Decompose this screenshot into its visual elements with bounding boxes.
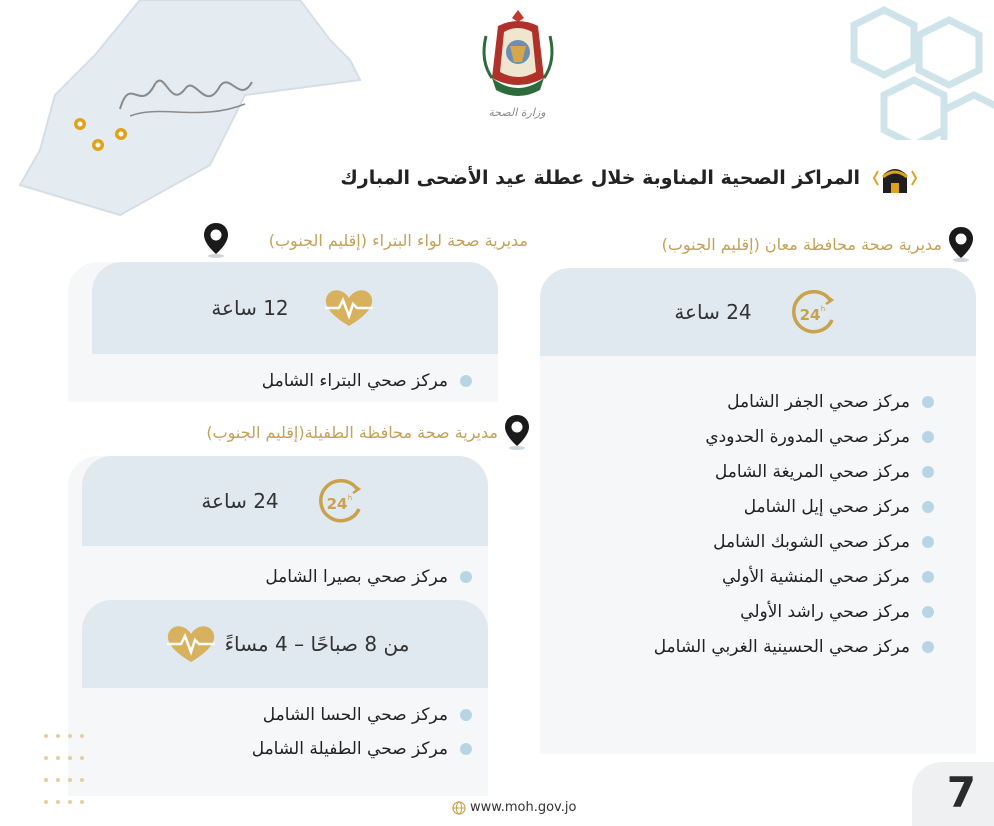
- hours-label: من 8 صباحًا – 4 مساءً: [224, 632, 410, 656]
- petra-centers-list: [172, 366, 472, 396]
- ministry-name: وزارة الصحة: [488, 106, 546, 119]
- bullet-icon: [922, 501, 934, 513]
- tafilah-hours-box-24h: [82, 456, 488, 546]
- directorate-tafilah-heading: [206, 414, 530, 450]
- list-item: مركز صحي إيل الشامل: [554, 489, 934, 524]
- main-title-row: [200, 158, 920, 198]
- directorate-label: مديرية صحة محافظة معان (إقليم الجنوب): [661, 234, 942, 254]
- list-item: مركز صحي الشوبك الشامل: [554, 524, 934, 559]
- bullet-icon: [922, 641, 934, 653]
- list-item: مركز صحي المريغة الشامل: [554, 454, 934, 489]
- dots-decoration: [40, 728, 100, 818]
- list-item: مركز صحي الطفيلة الشامل: [172, 732, 472, 766]
- eid-calligraphy-logo: [110, 64, 260, 124]
- hours-label: 24 ساعة: [674, 300, 752, 324]
- tafilah-day-centers-list: [172, 698, 472, 766]
- 24h-clock-icon: [782, 290, 842, 334]
- list-item: مركز صحي الحسا الشامل: [172, 698, 472, 732]
- list-item: مركز صحي المنشية الأولي: [554, 559, 934, 594]
- petra-hours-box: [92, 262, 498, 354]
- tafilah-24h-centers-list: [172, 562, 472, 592]
- list-item: مركز صحي بصيرا الشامل: [172, 562, 472, 592]
- tafilah-hours-box-day: [82, 600, 488, 688]
- bullet-icon: [922, 431, 934, 443]
- kaaba-icon: [870, 161, 920, 195]
- heartbeat-icon: [161, 622, 221, 666]
- website-url: www.moh.gov.jo: [470, 800, 577, 815]
- list-item: مركز صحي الحسينية الغربي الشامل: [554, 629, 934, 664]
- bullet-icon: [922, 536, 934, 548]
- list-item: مركز صحي الجفر الشامل: [554, 384, 934, 419]
- page-number: 7: [946, 768, 976, 817]
- location-pin-icon: [948, 226, 974, 262]
- location-pin-icon: [203, 222, 229, 258]
- list-item: مركز صحي البتراء الشامل: [172, 366, 472, 396]
- islamic-pattern-decoration: [824, 0, 994, 140]
- bullet-icon: [922, 606, 934, 618]
- location-pin-icon: [504, 414, 530, 450]
- svg-text:h: h: [820, 305, 825, 313]
- list-item: مركز صحي راشد الأولي: [554, 594, 934, 629]
- bullet-icon: [460, 571, 472, 583]
- jordan-coat-of-arms-logo: [478, 6, 558, 106]
- bullet-icon: [922, 396, 934, 408]
- hours-label: 12 ساعة: [211, 296, 289, 320]
- svg-text:24: 24: [326, 495, 348, 513]
- hours-label: 24 ساعة: [201, 489, 279, 513]
- website-link[interactable]: [452, 800, 576, 815]
- bullet-icon: [460, 743, 472, 755]
- bullet-icon: [922, 571, 934, 583]
- page-title: المراكز الصحية المناوبة خلال عطلة عيد الأضحى المبارك: [340, 167, 860, 189]
- svg-text:h: h: [347, 494, 352, 502]
- globe-icon: [452, 801, 466, 815]
- directorate-label: مديرية صحة لواء البتراء (إقليم الجنوب): [268, 230, 528, 250]
- list-item: مركز صحي المدورة الحدودي: [554, 419, 934, 454]
- directorate-petra-heading: [203, 222, 528, 258]
- bullet-icon: [922, 466, 934, 478]
- bullet-icon: [460, 375, 472, 387]
- bullet-icon: [460, 709, 472, 721]
- 24h-clock-icon: [309, 479, 369, 523]
- directorate-maan-heading: [662, 226, 974, 262]
- heartbeat-icon: [319, 286, 379, 330]
- maan-centers-list: [554, 384, 934, 664]
- maan-hours-box: [540, 268, 976, 356]
- svg-text:24: 24: [799, 306, 821, 324]
- directorate-label: مديرية صحة محافظة الطفيلة(إقليم الجنوب): [206, 422, 498, 442]
